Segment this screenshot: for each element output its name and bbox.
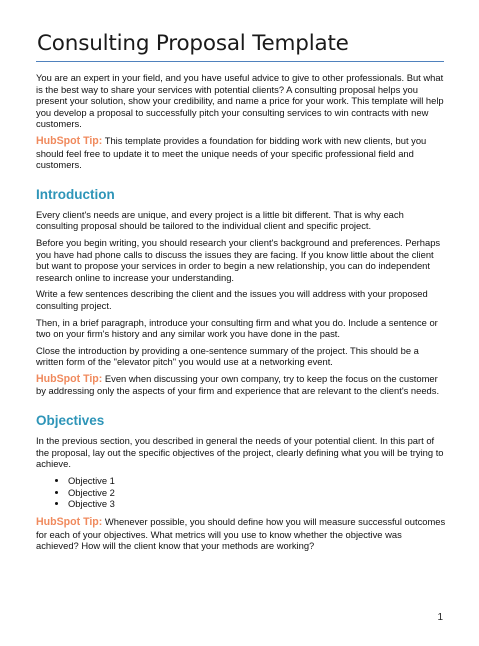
title-divider — [36, 61, 444, 62]
introduction-paragraph: Before you begin writing, you should research your client's background and preferences. Perhaps you have had phone calls to discuss the issues they are facing. If you know little about the client but want to propose your services in order to begin a new relationship, you can do independent research online to increase your understanding. — [36, 236, 441, 283]
introduction-paragraph: Write a few sentences describing the client and the issues you will address with your proposed consulting project. — [36, 288, 428, 311]
objectives-heading: Objectives — [36, 413, 105, 429]
introduction-paragraph: Close the introduction by providing a one-sentence summary of the project. This should be a written form of the "elevator pitch" you would use at a networking event. — [36, 344, 419, 368]
tip-text: Even when discussing your own company, try to keep the focus on the customer by addressing only the aspects of your firm and experience that are relevant to the client's needs. — [36, 372, 440, 397]
tip-text: Whenever possible, you should define how you will measure successful outcomes for each of your objectives. What metrics will you use to know whether the objective was achieved? How will the client know that your methods are working? — [36, 516, 446, 552]
page-number: 1 — [437, 612, 443, 623]
tip-label: HubSpot Tip: — [36, 372, 103, 385]
objectives-tip — [36, 516, 446, 552]
introduction-heading: Introduction — [36, 186, 115, 202]
tip-label: HubSpot Tip: — [36, 516, 103, 529]
intro-paragraph: You are an expert in your field, and you have useful advice to give to other professionals. But what is the best way to share your services with potential clients? A consulting proposal helps you present your solution, show your credibility, and name a price for your work. This template will help you develop a proposal to successfully pitch your consulting services to win contracts with new customers. — [36, 72, 444, 130]
tip-label: HubSpot Tip: — [36, 134, 103, 147]
list-item: • Objective 3 — [68, 498, 446, 510]
tip-text: This template provides a foundation for bidding work with new clients, but you should feel free to update it to meet the unique needs of your specific professional field and customers. — [36, 134, 427, 171]
introduction-paragraph: Then, in a brief paragraph, introduce your consulting firm and what you do. Include a sentence or two on your firm's history and any similar work you have done in the past. — [36, 316, 438, 340]
document-title: Consulting Proposal Template — [37, 31, 349, 56]
list-item: • Objective 2 — [68, 487, 446, 499]
introduction-tip — [36, 373, 446, 397]
list-item: • Objective 1 — [68, 475, 446, 487]
objectives-list — [36, 475, 446, 510]
objectives-paragraph: In the previous section, you described in general the needs of your potential client. In this part of the proposal, lay out the specific objectives of the project, clearly defining what you will be trying to achieve. — [36, 435, 444, 470]
introduction-paragraph: Every client's needs are unique, and every project is a little bit different. That is why each consulting proposal should be tailored to the individual client and specific project. — [36, 208, 404, 232]
document-page — [36, 30, 446, 557]
intro-tip — [36, 135, 446, 171]
